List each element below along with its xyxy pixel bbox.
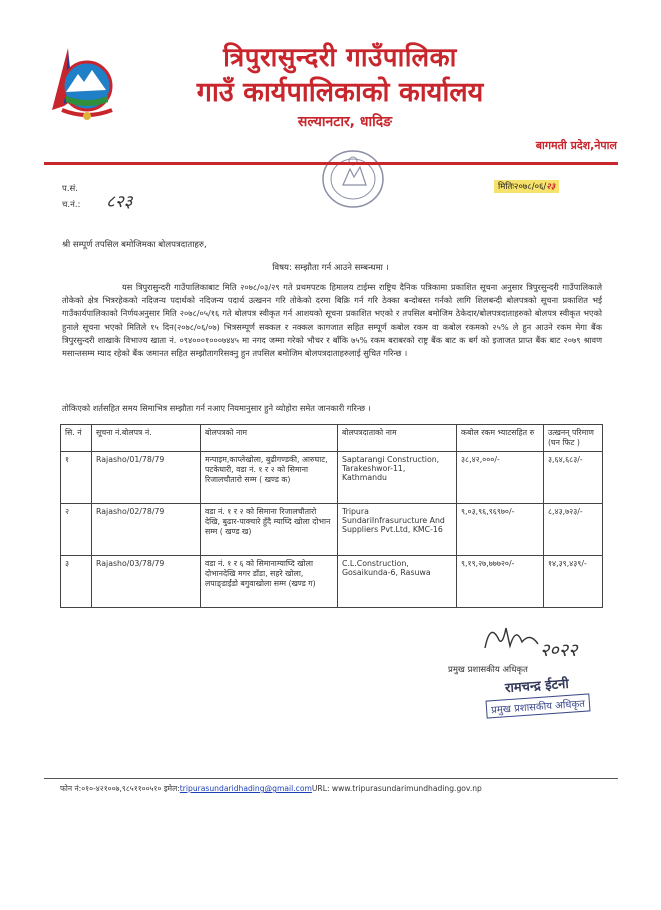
cell-amount: ३८,४२,०००/- <box>457 452 544 504</box>
table-row <box>61 504 603 556</box>
subject-line: विषय: सम्झौता गर्न आउने सम्बन्धमा । <box>272 263 389 273</box>
cell-quantity: ३,६४,६८३/- <box>544 452 603 504</box>
col-bidder-name: बोलपत्रदाताको नाम <box>338 425 457 452</box>
bidders-table <box>60 424 603 608</box>
province-name: बागमती प्रदेश,नेपाल <box>535 139 617 152</box>
cell-sn: १ <box>61 452 92 504</box>
col-bid-name: बोलपत्रको नाम <box>201 425 338 452</box>
municipality-name: त्रिपुरासुन्दरी गाउँपालिका <box>223 43 457 73</box>
cn-label: च.नं.: <box>62 200 81 210</box>
table-row <box>61 452 603 504</box>
col-amount: कबोल रकम भ्याटसहित रु <box>457 425 544 452</box>
nepal-emblem-icon <box>44 40 130 126</box>
body-paragraph-2: तोकिएको शर्तसहित समय सिमाभित्र सम्झौता गर्न नआए नियमानुसार हुने व्योहोरा समेत जानकारी गरिन्छ । <box>62 403 371 413</box>
header-divider <box>44 162 618 165</box>
cell-amount: ९,१९,२७,७७७२०/- <box>457 556 544 608</box>
cell-bid-name: वडा नं. १ र ६ को सिमानाम्याघ्दि खोला दोभानदेखि मगर डाँडा, सहरे खोला, लपाङ्डाईंडो बगुवाखोला सम्म (खण्ड ग) <box>201 556 338 608</box>
date-field <box>494 180 559 193</box>
cell-notice-no: Rajasho/01/78/79 <box>92 452 201 504</box>
date-day: २३ <box>546 182 556 192</box>
addressee: श्री सम्पूर्ण तपसिल बमोजिमका बोलपत्रदाताहरु, <box>62 240 207 250</box>
signatory-title-stamp: प्रमुख प्रशासकीय अधिकृत <box>485 693 590 718</box>
ps-label: प.सं. <box>62 184 78 194</box>
cell-bidder-name: C.L.Construction, Gosaikunda-6, Rasuwa <box>338 556 457 608</box>
cell-notice-no: Rajasho/02/78/79 <box>92 504 201 556</box>
cell-amount: ९,०३,९६,९६९७०/- <box>457 504 544 556</box>
body-paragraph-1: यस त्रिपुरासुन्दरी गाउँपालिकाबाट मिति २०७८/०३/२९ गते प्रथमपटक हिमालय टाईम्स राष्ट्रिय दैनिक पत्रिकामा प्रकाशित सूचना अनुसार त्रिपुरसुन्दरी गाउँपालिकाले तोकेको क्षेत्र भित्ररहेकको नदिजन्य पदार्थको नदिजन्य पदार्थ उत्खनन गरि तोकेको दरमा बिक्रि गर्न गरि ठेक्का बन्दोबस्त गर्नको लागि शिलबन्दी बोलपत्रको सूचना प्रकाशित भई गाउँकार्यपालिकाको निर्णयअनुसार मिति २०७८/०५/१६ गते बोलपत्र स्वीकृत गर्न आशयको सूचना प्रकाशित भएको र तपसिल बमोजिम ठेकेदार/बोलपत्रदाताहरुको बोलपत्र स्वीकृत भएको हुनाले सूचना भएको मितिले १५ दिन(२०७८/०६/०७) भित्रसम्पूर्ण सक्कल र नक्कल कागजात सहित सम्पूर्ण कबोल रकम वा कबोल रकमको २५% ले हुन आउने रकम मेगा बैंक त्रिपुरसुन्दरी शाखाके विभाज्य खाता नं. ०९४०००१०००७४४५ मा नगद जम्मा गरेको भौचर र बाँकि ७५% रकम बराबरको राष्ट्र बैंक बाट क बर्ग को इजाजत प्राप्त बैंक बाट २०७९ श्रावण मसान्तसम्म म्याद रहेको बैंक जमानत सहित सम्झौतागरिसक्नु हुन तपसिल बमोजिम बोलपत्रदाताहरुलाई सुचित गरिन्छ । <box>62 282 602 359</box>
cell-quantity: १४,३९,४३९/- <box>544 556 603 608</box>
office-name: गाउँ कार्यपालिकाको कार्यालय <box>196 77 484 108</box>
footer <box>60 784 620 794</box>
footer-url-link[interactable]: www.tripurasundarimundhading.gov.np <box>331 784 482 793</box>
date-label: मितिः२०७८/०६/ <box>498 182 547 192</box>
cell-bid-name: मन्पाइम,काप्लेखोला, बुढीगण्डकी, आरुघाट, पटकेघारी, वडा नं. १ र २ को सिमाना रिजालचौतारो सम्म ( खण्ड क) <box>201 452 338 504</box>
office-seal-icon <box>318 145 388 213</box>
footer-url-label: URL: <box>311 784 330 793</box>
signature-date: २०२२ <box>540 640 578 661</box>
cell-quantity: ८,४३,७२३/- <box>544 504 603 556</box>
table-header-row <box>61 425 603 452</box>
cn-value: ८२३ <box>106 192 133 212</box>
cell-bidder-name: Saptarangi Construction, Tarakeshwor-11, Kathmandu <box>338 452 457 504</box>
footer-phone: फोन नं:०१०-४२१००७,९८५११००५१० इमेल: <box>60 784 180 793</box>
signatory-name-stamp: रामचन्द्र ईटनी <box>504 676 570 697</box>
cell-bidder-name: Tripura SundariInfrasuructure And Suppliers Pvt.Ltd, KMC-16 <box>338 504 457 556</box>
footer-email-link[interactable]: tripurasundaridhading@gmail.com <box>179 784 312 793</box>
office-address: सल्यानटार, धादिङ <box>297 114 393 130</box>
signatory-title: प्रमुख प्रशासकीय अधिकृत <box>448 665 528 675</box>
cell-notice-no: Rajasho/03/78/79 <box>92 556 201 608</box>
footer-divider <box>44 778 618 779</box>
cell-bid-name: वडा नं. १ र २ को सिमाना रिजालचौतारो देखि, बुढार-पाक्चारे हुँदै म्याघ्दि खोला दोभान सम्म ( खण्ड ख) <box>201 504 338 556</box>
col-notice-no: सूचना नं.बोलपत्र नं. <box>92 425 201 452</box>
cell-sn: ३ <box>61 556 92 608</box>
table-row <box>61 556 603 608</box>
col-quantity: उत्खनन् परिमाण (घन फिट ) <box>544 425 603 452</box>
col-sn: सि. नं <box>61 425 92 452</box>
cell-sn: २ <box>61 504 92 556</box>
